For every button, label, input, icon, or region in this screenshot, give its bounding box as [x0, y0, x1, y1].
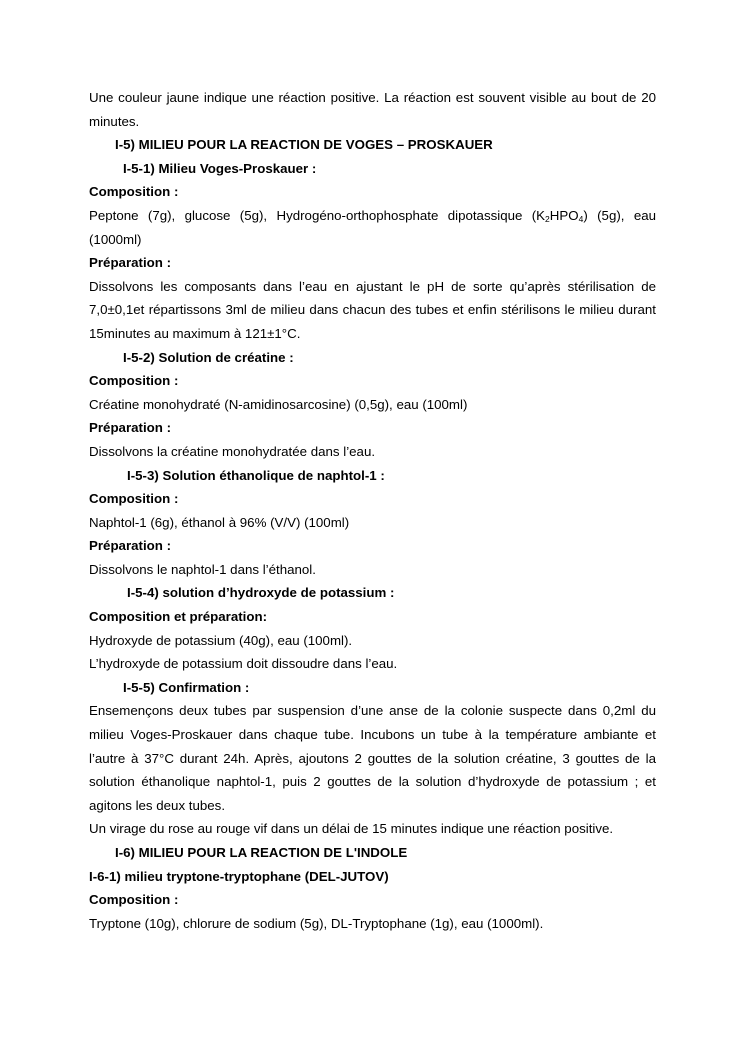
preparation-text-i5-2: Dissolvons la créatine monohydratée dans l’eau. [89, 443, 376, 459]
composition-text-i5-3: Naphtol-1 (6g), éthanol à 96% (V/V) (100ml) [89, 514, 350, 530]
confirmation-conclusion: Un virage du rose au rouge vif dans un délai de 15 minutes indique une réaction positive. [89, 821, 614, 837]
composition-text-i5-1: Peptone (7g), glucose (5g), Hydrogéno-orthophosphate dipotassique $(K_2HPO_4)$ (5g), eau (1000ml) [89, 207, 657, 247]
composition-preparation-label: Composition et préparation: [89, 609, 268, 625]
preparation-label: Préparation : [89, 538, 172, 554]
composition-label: Composition : [89, 373, 179, 389]
preparation-text-i5-3: Dissolvons le naphtol-1 dans l’éthanol. [89, 561, 316, 577]
composition-text-i5-4: Hydroxyde de potassium (40g), eau (100ml). [89, 632, 353, 648]
subsection-heading-i6-1: I-6-1) milieu tryptone-tryptophane (DEL-JUTOV) [89, 868, 389, 884]
composition-label: Composition : [89, 184, 179, 200]
subsection-heading-i5-4: I-5-4) solution d’hydroxyde de potassium : [127, 585, 395, 601]
composition-text-i6-1: Tryptone (10g), chlorure de sodium (5g), DL-Tryptophane (1g), eau (1000ml). [89, 915, 544, 931]
section-heading-i5: I-5) MILIEU POUR LA REACTION DE VOGES – PROSKAUER [115, 137, 493, 153]
document-page [89, 86, 656, 935]
subsection-heading-i5-5: I-5-5) Confirmation : [123, 679, 250, 695]
preparation-text-i5-4: L’hydroxyde de potassium doit dissoudre dans l’eau. [89, 656, 398, 672]
subsection-heading-i5-2: I-5-2) Solution de créatine : [123, 349, 294, 365]
composition-text-i5-2: Créatine monohydraté (N-amidinosarcosine) (0,5g), eau (100ml) [89, 396, 468, 412]
preparation-label: Préparation : [89, 420, 172, 436]
intro-paragraph: Une couleur jaune indique une réaction positive. La réaction est souvent visible au bout de 20 minutes. [89, 90, 656, 129]
preparation-label: Préparation : [89, 255, 172, 271]
section-heading-i6: I-6) MILIEU POUR LA REACTION DE L'INDOLE [115, 845, 408, 860]
subsection-heading-i5-1: I-5-1) Milieu Voges-Proskauer : [123, 160, 317, 176]
confirmation-paragraph: Ensemençons deux tubes par suspension d’une anse de la colonie suspecte dans 0,2ml du milieu Voges-Proskauer dans chaque tube. Incubons un tube à la température ambiante et l’autre à 37°C durant 24h. Après, ajoutons 2 gouttes de la solution créatine, 3 gouttes de la solution éthanolique naphtol-1, puis 2 gouttes de la solution d’hydroxyde de potassium ; et agitons les deux tubes. [89, 703, 656, 813]
composition-label: Composition : [89, 892, 179, 908]
preparation-text-i5-1: Dissolvons les composants dans l’eau en ajustant le pH de sorte qu’après stérilisation de 7,0±0,1et répartissons 3ml de milieu dans chacun des tubes et enfin stérilisons le milieu durant 15minutes au maximum à 121±1°C. [89, 278, 656, 341]
composition-label: Composition : [89, 491, 179, 507]
subsection-heading-i5-3: I-5-3) Solution éthanolique de naphtol-1 : [127, 467, 385, 483]
